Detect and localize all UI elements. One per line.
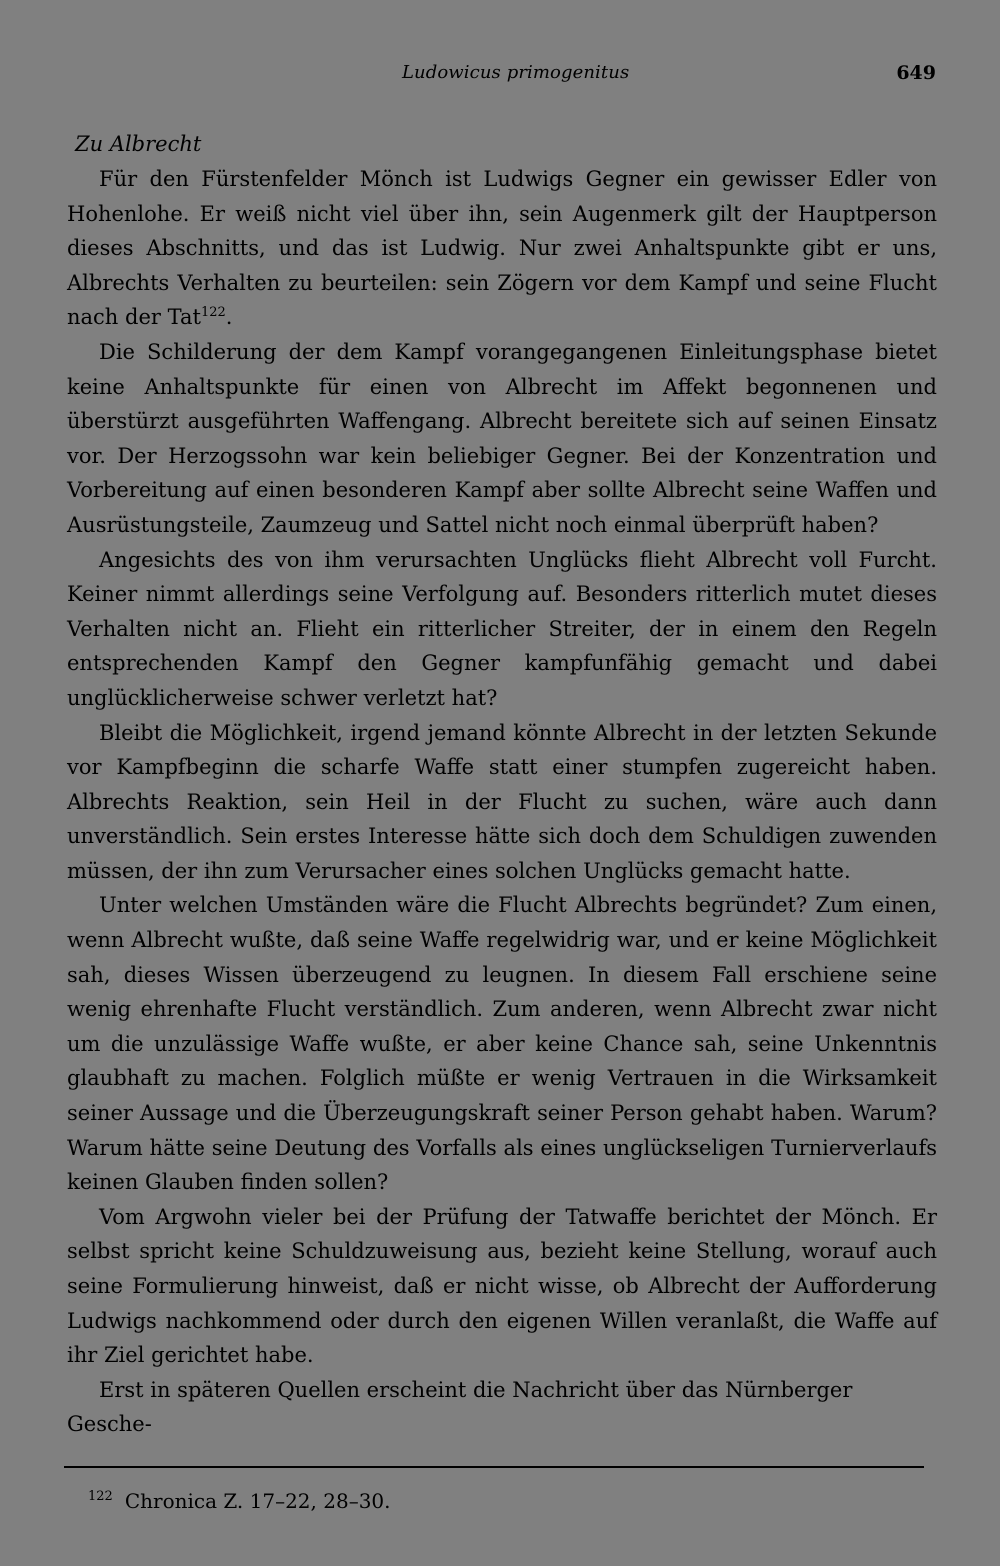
section-heading: Zu Albrecht	[75, 132, 202, 156]
running-title: Ludowicus primogenitus	[402, 62, 630, 83]
footnote	[88, 1484, 391, 1514]
page-number: 649	[896, 62, 936, 84]
footnote-divider	[64, 1466, 924, 1468]
paragraph-7: Erst in späteren Quellen erscheint die Nachricht über das Nürnberger Gesche-	[67, 1377, 853, 1437]
paragraph-2: Die Schilderung der dem Kampf vorangegangenen Einleitungsphase bietet keine Anhaltspunkte für einen von Albrecht im Affekt begonnenen und überstürzt ausgeführten Waffengang. Albrecht bereitete sich auf seinen Einsatz vor. Der Herzogssohn war kein beliebiger Gegner. Bei der Konzentration und Vorbereitung auf einen besonderen Kampf aber sollte Albrecht seine Waffen und Ausrüstungsteile, Zaumzeug und Sattel nicht noch einmal überprüft haben?	[67, 339, 937, 537]
paragraph-3: Angesichts des von ihm verursachten Unglücks flieht Albrecht voll Furcht. Keiner nimmt allerdings seine Verfolgung auf. Besonders ritterlich mutet dieses Verhalten nicht an. Flieht ein ritterlicher Streiter, der in einem den Regeln entsprechenden Kampf den Gegner kampfunfähig gemacht und dabei unglücklicherweise schwer verletzt hat?	[67, 547, 937, 710]
paragraph-1-text: Für den Fürstenfelder Mönch ist Ludwigs Gegner ein gewisser Edler von Hohenlohe. Er weiß nicht viel über ihn, sein Augenmerk gilt der Hauptperson dieses Abschnitts, und das ist Ludwig. Nur zwei Anhaltspunkte gibt er uns, Albrechts Verhalten zu beurteilen: sein Zögern vor dem Kampf und seine Flucht nach der Tat	[67, 167, 937, 330]
running-head	[70, 62, 936, 90]
paragraph-4: Bleibt die Möglichkeit, irgend jemand könnte Albrecht in der letzten Sekunde vor Kampfbeginn die scharfe Waffe statt einer stumpfen zugereicht haben. Albrechts Reaktion, sein Heil in der Flucht zu suchen, wäre auch dann unverständlich. Sein erstes Interesse hätte sich doch dem Schuldigen zuwenden müssen, der ihn zum Verursacher eines solchen Unglücks gemacht hatte.	[67, 720, 937, 883]
paragraph-1-end: .	[225, 305, 233, 330]
footnote-text: Chronica Z. 17–22, 28–30.	[124, 1489, 391, 1513]
paragraph-1	[67, 162, 937, 335]
footnote-reference[interactable]: 122	[200, 305, 226, 321]
body-text	[67, 128, 937, 1442]
paragraph-6: Vom Argwohn vieler bei der Prüfung der Tatwaffe berichtet der Mönch. Er selbst spricht keine Schuldzuweisung aus, bezieht keine Stellung, worauf auch seine Formulierung hinweist, daß er nicht wisse, ob Albrecht der Aufforderung Ludwigs nachkommend oder durch den eigenen Willen veranlaßt, die Waffe auf ihr Ziel gerichtet habe.	[67, 1204, 937, 1368]
paragraph-5: Unter welchen Umständen wäre die Flucht Albrechts begründet? Zum einen, wenn Albrecht wußte, daß seine Waffe regelwidrig war, und er keine Möglichkeit sah, dieses Wissen überzeugend zu leugnen. In diesem Fall erschiene seine wenig ehrenhafte Flucht verständlich. Zum anderen, wenn Albrecht zwar nicht um die unzulässige Waffe wußte, er aber keine Chance sah, seine Unkenntnis glaubhaft zu machen. Folglich müßte er wenig Vertrauen in die Wirksamkeit seiner Aussage und die Überzeugungskraft seiner Person gehabt haben. Warum? Warum hätte seine Deutung des Vorfalls als eines unglückseligen Turnierverlaufs keinen Glauben finden sollen?	[67, 893, 937, 1195]
footnote-number: 122	[88, 1489, 113, 1504]
